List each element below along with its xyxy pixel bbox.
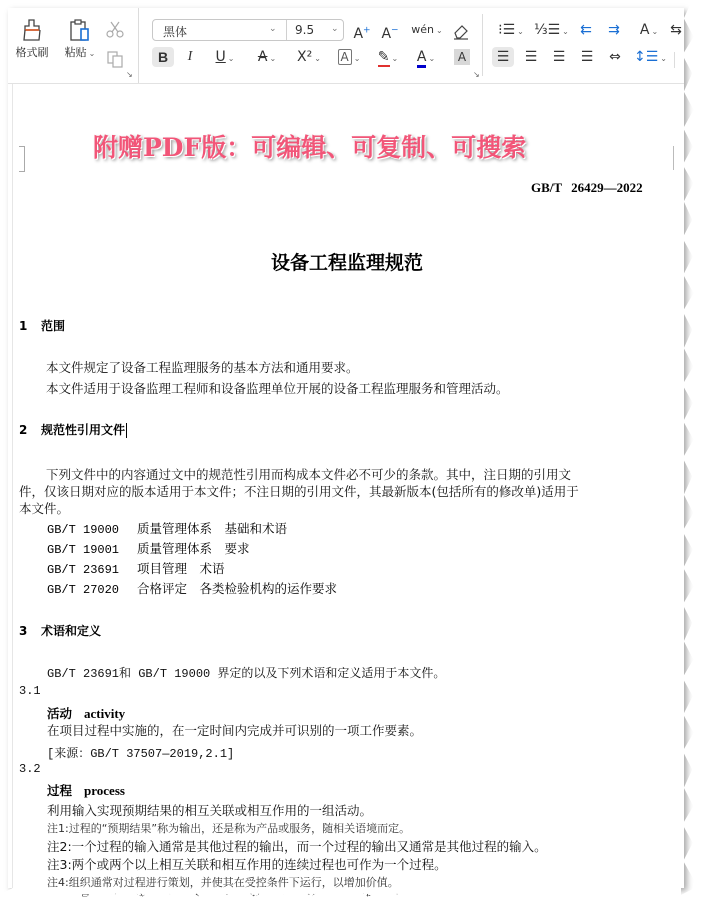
document-page[interactable] [12, 84, 681, 904]
text-effect-button[interactable] [334, 47, 364, 69]
paragraph-line: 件，仅该日期对应的版本适用于本文件；不注日期的引用文件，其最新版本(包括所有的修改单)适用于 [19, 484, 579, 499]
section-title: 范围 [41, 319, 66, 333]
format-painter-button[interactable] [12, 18, 52, 60]
divider [482, 14, 483, 76]
term-number: 3.1 [19, 684, 41, 698]
section-number: 2 [19, 423, 28, 437]
margin-corner-marker [673, 146, 674, 170]
section-number: 1 [19, 319, 28, 333]
align-left-icon: ☰ [496, 49, 510, 65]
clipboard-dialog-launcher-icon[interactable]: ↘ [126, 70, 133, 79]
chevron-down-icon: ⌄ [227, 54, 235, 63]
chevron-down-icon: ⌄ [428, 54, 436, 63]
format-painter-label: 格式刷 [15, 46, 49, 59]
reference-item [47, 559, 225, 577]
app-window [8, 8, 684, 888]
divider [286, 20, 287, 40]
term-note: 注3:两个或两个以上相互关联和相互作用的连续过程也可作为一个过程。 [47, 857, 447, 872]
paragraph-line: 本文件。 [19, 501, 70, 516]
character-shading-button[interactable] [454, 49, 470, 65]
decrease-indent-icon: ⇇ [580, 22, 592, 38]
reference-title: 质量管理体系 基础和术语 [137, 521, 288, 536]
character-spacing-icon: A [639, 22, 650, 38]
chevron-down-icon[interactable]: ⌄ [269, 24, 277, 34]
text-direction-icon: ⇆ [670, 22, 682, 38]
grow-font-icon: A+ [353, 25, 371, 42]
paragraph: GB/T 23691和 GB/T 19000 界定的以及下列术语和定义适用于本文件。 [47, 667, 446, 681]
paragraph-line: 下列文件中的内容通过文中的规范性引用而构成本文件必不可少的条款。其中，注日期的引用文 [46, 467, 572, 482]
shrink-font-icon: A− [381, 25, 399, 42]
align-center-button[interactable] [520, 47, 542, 67]
line-spacing-button[interactable] [634, 47, 666, 69]
chevron-down-icon[interactable]: ⌄ [331, 24, 339, 34]
decrease-indent-button[interactable] [576, 20, 596, 40]
paste-clipboard-icon [68, 18, 92, 44]
reference-title: 合格评定 各类检验机构的运作要求 [137, 581, 338, 596]
paste-button[interactable] [60, 18, 100, 60]
section-title: 规范性引用文件 [41, 423, 126, 437]
font-color-icon: A [417, 49, 427, 68]
reference-title: 项目管理 术语 [137, 561, 225, 576]
font-color-button[interactable] [410, 47, 442, 69]
reference-code: GB/T 19000 [47, 523, 120, 537]
section-heading-2 [19, 421, 127, 438]
term-source: [来源：GB/T 37507—2019,2.1] [47, 747, 235, 761]
line-spacing-icon: ↕☰ [634, 49, 659, 65]
term-en: process [84, 783, 125, 798]
character-shading-icon: A [457, 50, 467, 64]
grow-font-button[interactable] [352, 20, 372, 44]
font-selector [152, 19, 344, 41]
divider [674, 52, 675, 68]
section-heading-1 [19, 317, 65, 334]
highlight-button[interactable] [372, 47, 404, 69]
chevron-down-icon: ⌄ [651, 27, 659, 36]
strikethrough-button[interactable] [252, 47, 282, 69]
term-heading [47, 781, 125, 799]
italic-icon: I [187, 49, 193, 64]
phonetic-guide-button[interactable] [410, 20, 444, 41]
paste-label: 粘贴 [64, 46, 87, 59]
chevron-down-icon: ⌄ [314, 54, 321, 63]
increase-indent-icon: ⇉ [608, 22, 620, 38]
chevron-down-icon: ⌄ [660, 54, 667, 63]
text-direction-button[interactable] [668, 20, 684, 40]
distributed-align-icon: ⇔ [609, 49, 621, 65]
term-zh: 活动 [47, 706, 73, 721]
chevron-down-icon: ⌄ [436, 26, 443, 35]
align-center-icon: ☰ [524, 49, 538, 65]
section-number: 3 [19, 624, 28, 638]
font-name-dropdown[interactable]: 黑体 [163, 25, 188, 39]
chevron-down-icon: ⌄ [517, 27, 524, 36]
bold-icon: B [157, 49, 169, 65]
bulleted-list-icon: ⁝☰ [498, 22, 516, 38]
cut-scissors-icon[interactable] [106, 20, 124, 38]
reference-item [47, 519, 287, 537]
text-effect-icon: A [338, 49, 352, 65]
bullets-button[interactable] [496, 20, 526, 42]
margin-corner-marker [19, 146, 25, 172]
torn-edge-right [681, 0, 709, 916]
term-en: activity [84, 706, 126, 721]
term-definition: 利用输入实现预期结果的相互关联或相互作用的一组活动。 [47, 803, 373, 818]
promo-watermark: 附赠PDF版：可编辑、可复制、可搜索 [93, 133, 527, 162]
term-zh: 过程 [47, 783, 73, 798]
increase-indent-button[interactable] [604, 20, 624, 40]
superscript-button[interactable] [292, 47, 326, 69]
superscript-icon: X² [297, 49, 313, 65]
clear-formatting-eraser-icon[interactable] [452, 22, 470, 40]
strikethrough-icon: A [257, 49, 268, 65]
text-cursor [126, 423, 127, 438]
reference-title: 质量管理体系 要求 [137, 541, 250, 556]
bold-button[interactable] [152, 47, 174, 67]
distributed-align-button[interactable] [604, 47, 626, 67]
chevron-down-icon: ⌄ [269, 54, 277, 63]
highlighter-icon: ✎ [377, 49, 390, 65]
chevron-down-icon: ⌄ [353, 54, 361, 63]
align-right-button[interactable] [548, 47, 570, 67]
section-heading-3 [19, 622, 101, 639]
phonetic-guide-icon: wén [411, 23, 435, 36]
reference-item [47, 539, 250, 557]
chevron-down-icon: ⌄ [562, 27, 569, 36]
chevron-down-icon: ⌄ [88, 49, 96, 58]
document-title: 设备工程监理规范 [270, 252, 423, 274]
numbered-list-icon: ⅓☰ [534, 22, 561, 38]
term-definition: 在项目过程中实施的，在一定时间内完成并可识别的一项工作要素。 [47, 723, 423, 738]
underline-button[interactable] [210, 47, 240, 69]
term-note: 注4:组织通常对过程进行策划，并使其在受控条件下运行，以增加价值。 [47, 876, 399, 889]
align-left-button[interactable] [492, 47, 514, 67]
character-spacing-button[interactable] [634, 20, 664, 42]
reference-item [47, 579, 337, 597]
justify-button[interactable] [576, 47, 598, 67]
ribbon-toolbar [8, 8, 684, 84]
term-note: 注2:一个过程的输入通常是其他过程的输出，而一个过程的输出又通常是其他过程的输入。 [47, 839, 547, 854]
document-area [8, 84, 684, 904]
term-note: 注1:过程的“预期结果”称为输出，还是称为产品或服务，随相关语境而定。 [47, 822, 411, 835]
numbering-button[interactable] [534, 20, 569, 42]
shrink-font-button[interactable] [380, 20, 400, 44]
copy-icon[interactable] [106, 50, 124, 68]
italic-button[interactable] [180, 47, 200, 67]
paragraph: 本文件规定了设备工程监理服务的基本方法和通用要求。 [46, 360, 359, 375]
reference-code: GB/T 19001 [47, 543, 120, 557]
standard-number: GB/T 26429—2022 [531, 180, 643, 195]
chevron-down-icon: ⌄ [391, 54, 399, 63]
term-heading [47, 704, 125, 722]
term-number: 3.2 [19, 762, 41, 776]
font-dialog-launcher-icon[interactable]: ↘ [473, 70, 480, 79]
paragraph: 本文件适用于设备监理工程师和设备监理单位开展的设备工程监理服务和管理活动。 [46, 381, 509, 396]
section-title: 术语和定义 [41, 624, 102, 638]
underline-icon: U [215, 49, 226, 65]
justify-icon: ☰ [580, 49, 594, 65]
reference-code: GB/T 23691 [47, 563, 120, 577]
font-size-dropdown[interactable]: 9.5 [295, 23, 315, 37]
clipboard-group [8, 8, 139, 83]
format-painter-icon [20, 18, 44, 44]
align-right-icon: ☰ [552, 49, 566, 65]
reference-code: GB/T 27020 [47, 583, 120, 597]
